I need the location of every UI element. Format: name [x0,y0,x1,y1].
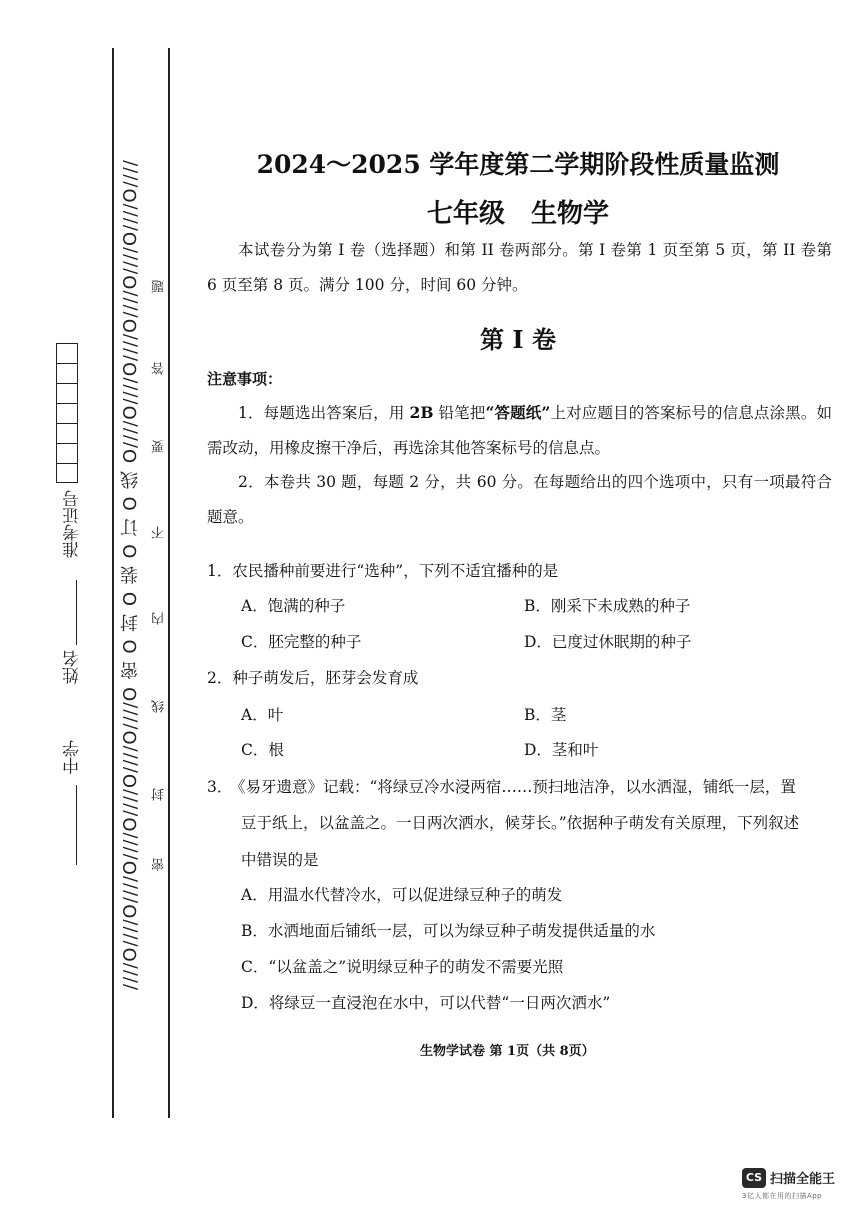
q1-option-b[interactable]: B．刚采下未成熟的种子 [524,597,691,615]
exam-intro [207,233,832,303]
seal-line-strip: ////O////O////O////O////O////O////O 密 O 封 O 装 O 订 O 线 O////O////O////O////O////O////O//// [120,159,141,991]
q2-option-b[interactable]: B．茎 [524,706,567,724]
margin-line-left [112,48,114,1118]
question-2-stem: 2．种子萌发后，胚芽会发育成 [207,669,419,687]
name-label: 姓名 [63,650,83,684]
note-1-answer-sheet: “答题纸” [485,403,551,422]
question-3-stem-line-1: 《易牙遗意》记载：“将绿豆冷水浸两宿……预扫地洁净，以水洒湿，铺纸一层，置 [230,778,796,796]
watermark-tagline: 3亿人都在用的扫描App [742,1191,823,1200]
name-blank[interactable] [76,580,77,645]
q2-option-d[interactable]: D．茎和叶 [524,741,599,759]
q3-option-b[interactable]: B．水洒地面后铺纸一层，可以为绿豆种子萌发提供适量的水 [241,922,656,940]
q2-option-c[interactable]: C．根 [241,741,284,759]
warning-word: 线 [152,700,167,713]
school-label: 中学 [63,740,83,774]
section-title: 第 I 卷 [480,325,556,354]
exam-id-label: 准考证号 [63,490,83,558]
note-1-text-b: 铅笔把 [433,404,486,422]
warning-word: 题 [152,280,167,293]
q3-option-d[interactable]: D．将绿豆一直浸泡在水中，可以代替“一日两次洒水” [241,994,611,1012]
margin-line-right [168,48,170,1118]
scanner-watermark [742,1167,835,1201]
question-3-stem-line-2: 豆于纸上，以盆盖之。一日两次洒水，候芽长。”依据种子萌发有关原理，下列叙述 [241,814,800,832]
q1-option-a[interactable]: A．饱满的种子 [241,597,346,615]
q3-option-a[interactable]: A．用温水代替冷水，可以促进绿豆种子的萌发 [241,886,563,904]
note-1-text-a: 1．每题选出答案后，用 [238,404,410,422]
exam-subtitle: 七年级 生物学 [426,199,609,229]
watermark-name: 扫描全能王 [770,1172,836,1187]
exam-title: 2024～2025 学年度第二学期阶段性质量监测 [256,150,780,179]
exam-id-boxes[interactable] [56,343,78,483]
q1-option-c[interactable]: C．胚完整的种子 [241,633,362,651]
warning-word: 答 [152,362,167,375]
question-1-stem: 1．农民播种前要进行“选种”，下列不适宜播种的是 [207,562,559,580]
note-item-2 [207,465,832,535]
page-footer: 生物学试卷 第 1页（共 8页） [420,1044,595,1059]
question-3-number: 3． [207,778,233,796]
note-item-1 [207,395,832,466]
q3-option-c[interactable]: C．“以盆盖之”说明绿豆种子的萌发不需要光照 [241,958,564,976]
note-2-text: 2．本卷共 30 题，每题 2 分，共 60 分。在每题给出的四个选项中，只有一项最符合题意。 [207,473,832,526]
warning-word: 要 [152,440,167,453]
question-3-stem-line-3: 中错误的是 [241,851,319,869]
warning-word: 封 [152,788,167,801]
warning-word: 不 [152,526,167,539]
warning-word: 密 [152,858,167,871]
camscanner-logo: CS [742,1168,766,1188]
note-1-text-c: 上对应题目的答案标号的信息点涂黑。如需改动，用橡皮擦干净后，再选涂其他答案标号的信息点。 [207,404,832,457]
note-1-pencil: 2B [409,403,434,422]
q2-option-a[interactable]: A．叶 [241,706,284,724]
notes-heading: 注意事项： [207,370,283,388]
intro-text: 本试卷分为第 I 卷（选择题）和第 II 卷两部分。第 I 卷第 1 页至第 5 页，第 II 卷第 6 页至第 8 页。满分 100 分，时间 60 分钟。 [207,241,832,294]
school-blank[interactable] [76,785,77,865]
q1-option-d[interactable]: D．已度过休眠期的种子 [524,633,692,651]
warning-word: 内 [152,612,167,625]
